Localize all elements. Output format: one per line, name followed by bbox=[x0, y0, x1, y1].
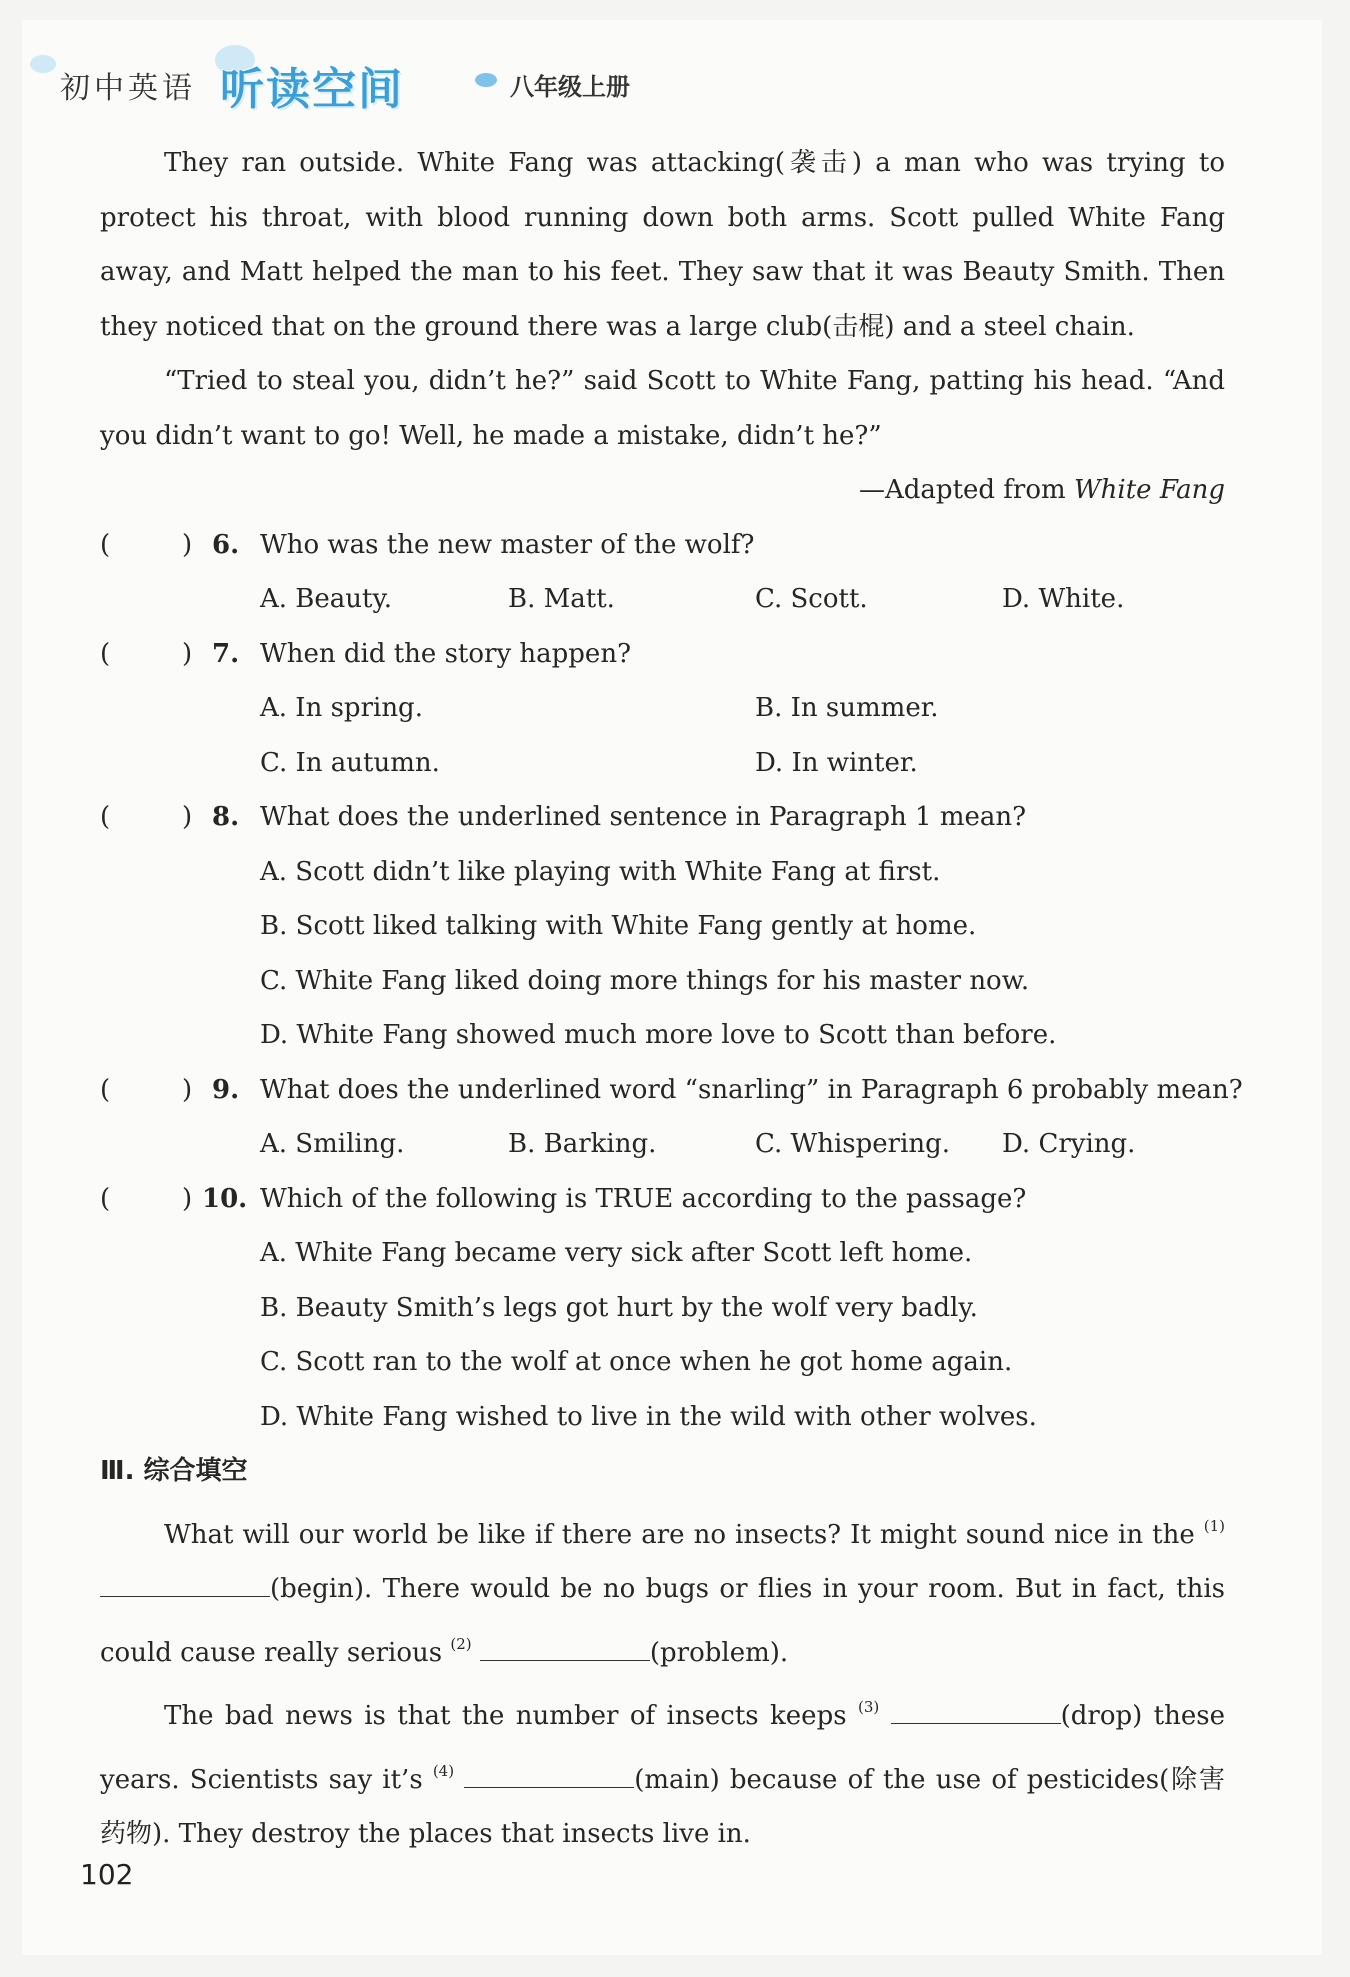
option[interactable]: A. Smiling. bbox=[260, 1129, 405, 1159]
options-row bbox=[100, 1281, 1225, 1336]
source-citation: —Adapted from White Fang bbox=[859, 475, 1225, 505]
source-title: White Fang bbox=[1073, 475, 1225, 505]
blank-3[interactable] bbox=[891, 1693, 1061, 1724]
question-text: What does the underlined sentence in Paragraph 1 mean? bbox=[260, 802, 1027, 832]
course-label: 初中英语 bbox=[60, 71, 196, 106]
question-number: 6. bbox=[212, 529, 240, 560]
options-row bbox=[100, 1117, 1225, 1172]
blank-number: (1) bbox=[1203, 1516, 1225, 1535]
answer-paren-close: ) bbox=[182, 1183, 193, 1214]
option[interactable]: D. In winter. bbox=[755, 747, 918, 778]
question-number: 10. bbox=[202, 1183, 248, 1214]
options-row bbox=[100, 1390, 1225, 1445]
option[interactable]: A. Beauty. bbox=[260, 584, 392, 614]
question-text: Who was the new master of the wolf? bbox=[260, 529, 755, 560]
option[interactable]: A. In spring. bbox=[260, 693, 423, 723]
options-row bbox=[100, 954, 1225, 1009]
option[interactable]: C. In autumn. bbox=[260, 747, 440, 778]
answer-paren-open[interactable]: ( bbox=[100, 529, 111, 560]
question-number: 7. bbox=[212, 638, 240, 669]
question-9 bbox=[100, 1063, 1243, 1118]
options-row bbox=[100, 681, 1225, 736]
option[interactable]: C. White Fang liked doing more things for his master now. bbox=[260, 965, 1030, 996]
option[interactable]: B. Scott liked talking with White Fang gently at home. bbox=[260, 911, 977, 941]
page-number: 102 bbox=[80, 1858, 134, 1891]
cloze-paragraph: The bad news is that the number of insects keeps $^{(3)}$ (drop) these years. Scientists say it’s $^{(4)}$ (main) because of the use of pesticides(除害药物). They destroy the places that insects live in. bbox=[100, 1680, 1225, 1862]
option[interactable]: C. Scott ran to the wolf at once when he got home again. bbox=[260, 1347, 1013, 1377]
option[interactable]: B. Matt. bbox=[508, 584, 615, 614]
answer-paren-close: ) bbox=[182, 529, 193, 560]
page-header bbox=[30, 35, 650, 125]
answer-paren-close: ) bbox=[182, 1074, 193, 1105]
question-text: Which of the following is TRUE according to the passage? bbox=[260, 1183, 1027, 1214]
blank-4[interactable] bbox=[464, 1757, 634, 1788]
question-8 bbox=[100, 790, 1225, 845]
blank-2[interactable] bbox=[480, 1630, 650, 1661]
series-logo: 听读空间 bbox=[220, 64, 404, 115]
answer-paren-open[interactable]: ( bbox=[100, 802, 111, 832]
story-passage bbox=[100, 136, 1243, 1862]
options-row bbox=[100, 1335, 1225, 1390]
option[interactable]: D. Crying. bbox=[1002, 1129, 1136, 1159]
option[interactable]: C. Scott. bbox=[755, 584, 868, 614]
question-number: 9. bbox=[212, 1074, 240, 1105]
options-row bbox=[100, 1226, 1225, 1281]
blank-number: (2) bbox=[450, 1634, 472, 1653]
section-title: Ⅲ. 综合填空 bbox=[100, 1456, 248, 1486]
option[interactable]: D. White Fang wished to live in the wild with other wolves. bbox=[260, 1401, 1037, 1432]
answer-paren-open[interactable]: ( bbox=[100, 638, 111, 669]
blank-number: (3) bbox=[857, 1698, 880, 1716]
options-row bbox=[100, 1008, 1225, 1063]
answer-paren-close: ) bbox=[182, 802, 193, 832]
option[interactable]: B. Beauty Smith’s legs got hurt by the wolf very badly. bbox=[260, 1292, 978, 1323]
diamond-icon bbox=[475, 73, 497, 87]
option[interactable]: A. White Fang became very sick after Scott left home. bbox=[260, 1238, 973, 1268]
bubble-icon bbox=[30, 55, 56, 73]
option[interactable]: A. Scott didn’t like playing with White Fang at first. bbox=[260, 856, 941, 887]
option[interactable]: D. White. bbox=[1002, 584, 1125, 614]
option[interactable]: D. White Fang showed much more love to Scott than before. bbox=[260, 1020, 1057, 1050]
options-row bbox=[100, 572, 1225, 627]
options-row bbox=[100, 899, 1225, 954]
options-row bbox=[100, 845, 1225, 900]
blank-1[interactable] bbox=[100, 1566, 270, 1597]
question-10 bbox=[100, 1172, 1225, 1227]
story-paragraph: They ran outside. White Fang was attacking(袭击) a man who was trying to protect his throat, with blood running down both arms. Scott pulled White Fang away, and Matt helped the man to his feet. They saw that it was Beauty Smith. Then they noticed that on the ground there was a large club(击棍) and a steel chain. bbox=[100, 148, 1225, 342]
question-6 bbox=[100, 518, 1225, 573]
option[interactable]: B. Barking. bbox=[508, 1129, 657, 1159]
blank-number: (4) bbox=[432, 1761, 455, 1780]
question-number: 8. bbox=[212, 802, 240, 832]
story-paragraph: “Tried to steal you, didn’t he?” said Scott to White Fang, patting his head. “And you didn’t want to go! Well, he made a mistake, didn’t he?” bbox=[100, 366, 1225, 451]
grade-label: 八年级上册 bbox=[510, 73, 630, 101]
cloze-paragraph: What will our world be like if there are no insects? It might sound nice in the $^{(1)}$ (begin). There would be no bugs or flies in your room. But in fact, this could cause really serious $^{(2)}$ (problem). bbox=[100, 1516, 1225, 1668]
question-text: When did the story happen? bbox=[260, 638, 632, 669]
options-row bbox=[100, 736, 1225, 791]
question-text: What does the underlined word “snarling” in Paragraph 6 probably mean? bbox=[260, 1074, 1243, 1105]
question-7 bbox=[100, 627, 1225, 682]
answer-paren-open[interactable]: ( bbox=[100, 1183, 111, 1214]
option[interactable]: B. In summer. bbox=[755, 693, 939, 723]
answer-paren-close: ) bbox=[182, 638, 193, 669]
option[interactable]: C. Whispering. bbox=[755, 1129, 951, 1159]
answer-paren-open[interactable]: ( bbox=[100, 1074, 111, 1105]
